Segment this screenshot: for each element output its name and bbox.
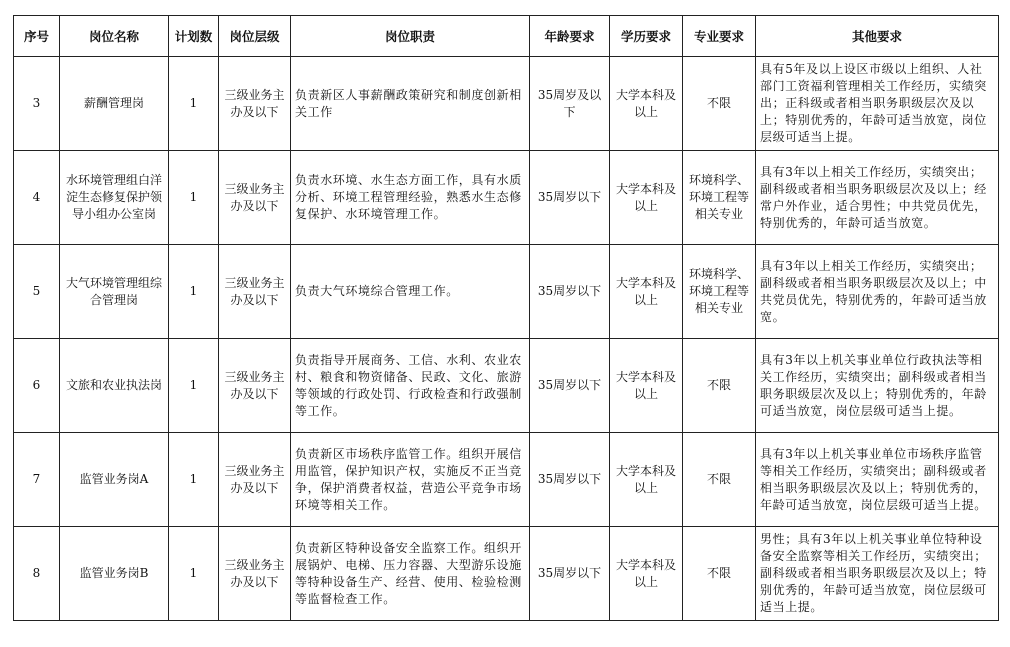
cell-plan: 1 [169, 151, 219, 245]
cell-plan: 1 [169, 245, 219, 339]
cell-no: 5 [14, 245, 60, 339]
cell-name: 薪酬管理岗 [60, 57, 169, 151]
cell-edu: 大学本科及以上 [610, 527, 683, 621]
cell-name: 水环境管理组白洋淀生态修复保护领导小组办公室岗 [60, 151, 169, 245]
cell-age: 35周岁以下 [530, 151, 610, 245]
cell-edu: 大学本科及以上 [610, 57, 683, 151]
cell-age: 35周岁以下 [530, 527, 610, 621]
cell-duty: 负责指导开展商务、工信、水利、农业农村、粮食和物资储备、民政、文化、旅游等领域的行政处罚、行政检查和行政强制等工作。 [291, 339, 530, 433]
cell-age: 35周岁以下 [530, 433, 610, 527]
cell-major: 不限 [683, 339, 756, 433]
cell-plan: 1 [169, 433, 219, 527]
cell-edu: 大学本科及以上 [610, 433, 683, 527]
table-row [14, 339, 999, 433]
table-row [14, 151, 999, 245]
cell-plan: 1 [169, 339, 219, 433]
cell-age: 35周岁以下 [530, 245, 610, 339]
cell-no: 7 [14, 433, 60, 527]
cell-other: 具有3年以上相关工作经历，实绩突出；副科级或者相当职务职级层次及以上；中共党员优先，特别优秀的，年龄可适当放宽。 [756, 245, 999, 339]
cell-level: 三级业务主办及以下 [219, 245, 291, 339]
cell-no: 4 [14, 151, 60, 245]
cell-no: 8 [14, 527, 60, 621]
header-plan: 计划数 [169, 16, 219, 57]
cell-no: 6 [14, 339, 60, 433]
cell-duty: 负责大气环境综合管理工作。 [291, 245, 530, 339]
job-table [13, 15, 999, 621]
cell-name: 监管业务岗A [60, 433, 169, 527]
table-row [14, 527, 999, 621]
cell-other: 具有3年以上机关事业单位市场秩序监管等相关工作经历，实绩突出；副科级或者相当职务职级层次及以上；特别优秀的，年龄可适当放宽，岗位层级可适当上提。 [756, 433, 999, 527]
cell-no: 3 [14, 57, 60, 151]
cell-major: 不限 [683, 433, 756, 527]
cell-level: 三级业务主办及以下 [219, 527, 291, 621]
cell-plan: 1 [169, 57, 219, 151]
cell-duty: 负责新区人事薪酬政策研究和制度创新相关工作 [291, 57, 530, 151]
header-level: 岗位层级 [219, 16, 291, 57]
cell-level: 三级业务主办及以下 [219, 151, 291, 245]
cell-major: 环境科学、环境工程等相关专业 [683, 245, 756, 339]
header-row [14, 16, 999, 57]
cell-other: 男性；具有3年以上机关事业单位特种设备安全监察等相关工作经历，实绩突出；副科级或者相当职务职级层次及以上；特别优秀的，年龄可适当放宽，岗位层级可适当上提。 [756, 527, 999, 621]
cell-edu: 大学本科及以上 [610, 245, 683, 339]
header-no: 序号 [14, 16, 60, 57]
cell-age: 35周岁及以下 [530, 57, 610, 151]
cell-duty: 负责水环境、水生态方面工作，具有水质分析、环境工程管理经验，熟悉水生态修复保护、水环境管理工作。 [291, 151, 530, 245]
cell-plan: 1 [169, 527, 219, 621]
cell-level: 三级业务主办及以下 [219, 433, 291, 527]
table-row [14, 433, 999, 527]
header-major: 专业要求 [683, 16, 756, 57]
cell-name: 文旅和农业执法岗 [60, 339, 169, 433]
header-duty: 岗位职责 [291, 16, 530, 57]
cell-edu: 大学本科及以上 [610, 151, 683, 245]
cell-other: 具有3年以上相关工作经历，实绩突出；副科级或者相当职务职级层次及以上；经常户外作业，适合男性；中共党员优先，特别优秀的，年龄可适当放宽。 [756, 151, 999, 245]
cell-level: 三级业务主办及以下 [219, 339, 291, 433]
cell-major: 环境科学、环境工程等相关专业 [683, 151, 756, 245]
cell-major: 不限 [683, 527, 756, 621]
cell-duty: 负责新区特种设备安全监察工作。组织开展锅炉、电梯、压力容器、大型游乐设施等特种设备生产、经营、使用、检验检测等监督检查工作。 [291, 527, 530, 621]
cell-other: 具有5年及以上设区市级以上组织、人社部门工资福利管理相关工作经历，实绩突出；正科级或者相当职务职级层次及以上；特别优秀的，年龄可适当放宽，岗位层级可适当上提。 [756, 57, 999, 151]
header-edu: 学历要求 [610, 16, 683, 57]
header-other: 其他要求 [756, 16, 999, 57]
table-row [14, 245, 999, 339]
cell-other: 具有3年以上机关事业单位行政执法等相关工作经历，实绩突出；副科级或者相当职务职级层次及以上；特别优秀的，年龄可适当放宽，岗位层级可适当上提。 [756, 339, 999, 433]
cell-name: 监管业务岗B [60, 527, 169, 621]
cell-name: 大气环境管理组综合管理岗 [60, 245, 169, 339]
header-name: 岗位名称 [60, 16, 169, 57]
cell-age: 35周岁以下 [530, 339, 610, 433]
cell-edu: 大学本科及以上 [610, 339, 683, 433]
header-age: 年龄要求 [530, 16, 610, 57]
table-row [14, 57, 999, 151]
cell-level: 三级业务主办及以下 [219, 57, 291, 151]
cell-major: 不限 [683, 57, 756, 151]
cell-duty: 负责新区市场秩序监管工作。组织开展信用监管，保护知识产权，实施反不正当竞争，保护消费者权益，营造公平竞争市场环境等相关工作。 [291, 433, 530, 527]
